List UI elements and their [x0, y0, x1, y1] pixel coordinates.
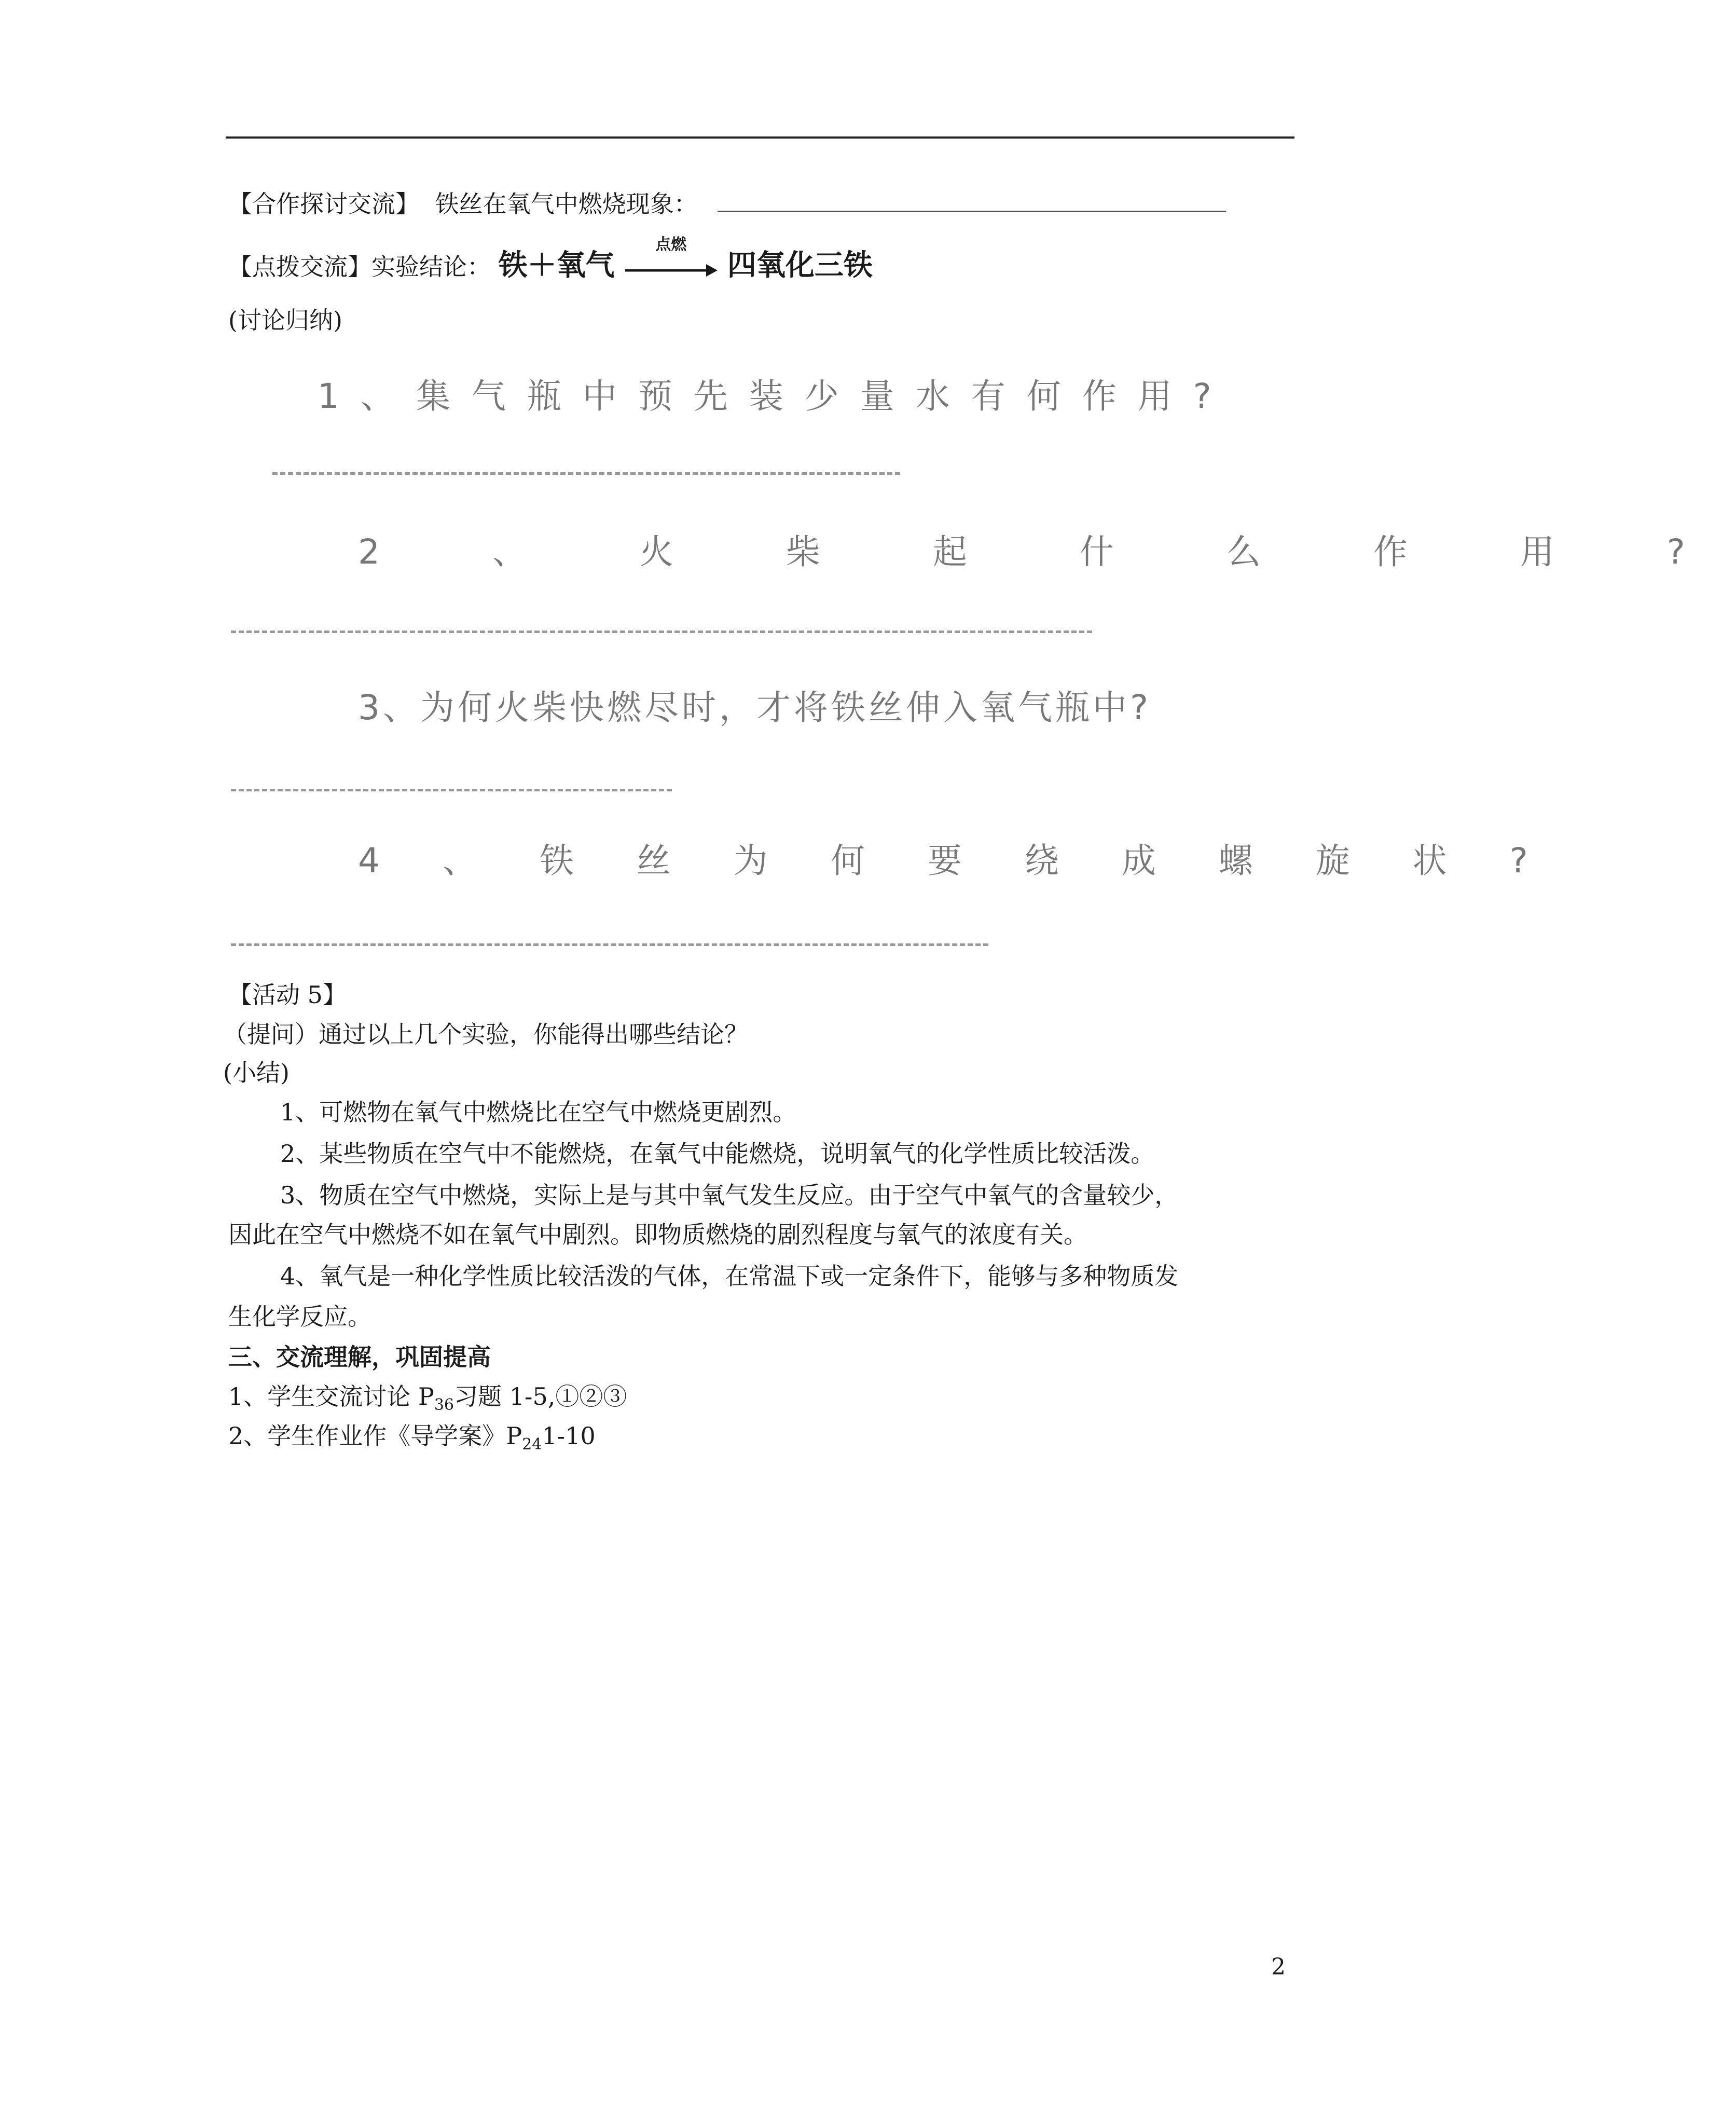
summary-point-3-cont: 因此在空气中燃烧不如在氧气中剧烈。即物质燃烧的剧烈程度与氧气的浓度有关。 — [228, 1221, 1087, 1249]
summary-point-4: 4、氧气是一种化学性质比较活泼的气体，在常温下或一定条件下，能够与多种物质发 — [280, 1262, 1179, 1290]
item2-subscript: 24 — [522, 1435, 542, 1454]
summary-point-3: 3、物质在空气中燃烧，实际上是与其中氧气发生反应。由于空气中氧气的含量较少， — [280, 1181, 1179, 1209]
reaction-arrow — [624, 236, 718, 279]
item1-suffix: 习题 1-5,①②③ — [454, 1382, 627, 1410]
discussion-line — [228, 190, 1226, 218]
question-4: 4 、 铁 丝 为 何 要 绕 成 螺 旋 状 ? — [358, 841, 1554, 881]
item1-prefix: 1、学生交流讨论 P — [228, 1382, 434, 1410]
answer-line-1[interactable] — [272, 472, 900, 475]
page-number: 2 — [1271, 1954, 1286, 1980]
discussion-label: 【合作探讨交流】 — [228, 190, 419, 218]
summary-point-4-cont: 生化学反应。 — [228, 1303, 371, 1331]
question-3: 3、为何火柴快燃尽时，才将铁丝伸入氧气瓶中? — [358, 688, 1152, 728]
equation-left: 铁＋氧气 — [498, 249, 615, 282]
item1-subscript: 36 — [434, 1396, 454, 1415]
section3-item-2 — [228, 1422, 596, 1454]
item2-suffix: 1-10 — [542, 1422, 596, 1450]
equation-right: 四氧化三铁 — [727, 249, 873, 282]
summary-point-2: 2、某些物质在空气中不能燃烧，在氧气中能燃烧，说明氧气的化学性质比较活泼。 — [280, 1140, 1155, 1168]
summary-intro: (讨论归纳) — [228, 306, 342, 334]
item2-prefix: 2、学生作业作《导学案》P — [228, 1422, 522, 1450]
conclusion-line — [228, 236, 873, 283]
answer-line-3[interactable] — [231, 789, 672, 791]
answer-blank[interactable] — [718, 211, 1226, 212]
conclusion-label: 【点拨交流】实验结论： — [228, 253, 491, 281]
arrow-icon — [624, 260, 718, 281]
section3-item-1 — [228, 1382, 627, 1415]
summary-point-1: 1、可燃物在氧气中燃烧比在空气中燃烧更剧烈。 — [280, 1098, 797, 1126]
reaction-condition: 点燃 — [655, 236, 687, 254]
discussion-text: 铁丝在氧气中燃烧现象： — [435, 190, 698, 218]
section3-title: 三、交流理解，巩固提高 — [228, 1343, 491, 1371]
answer-line-4[interactable] — [231, 943, 988, 946]
activity5-title: 【活动 5】 — [228, 981, 347, 1009]
answer-line-2[interactable] — [231, 631, 1092, 633]
activity5-summary-label: (小结) — [223, 1059, 290, 1087]
header-rule — [226, 136, 1294, 139]
question-2: 2 、 火 柴 起 什 么 作 用 ? — [358, 532, 1736, 572]
question-1: 1 、 集 气 瓶 中 预 先 装 少 量 水 有 何 作 用 ? — [318, 376, 1217, 416]
activity5-question: （提问）通过以上几个实验，你能得出哪些结论？ — [223, 1020, 748, 1048]
